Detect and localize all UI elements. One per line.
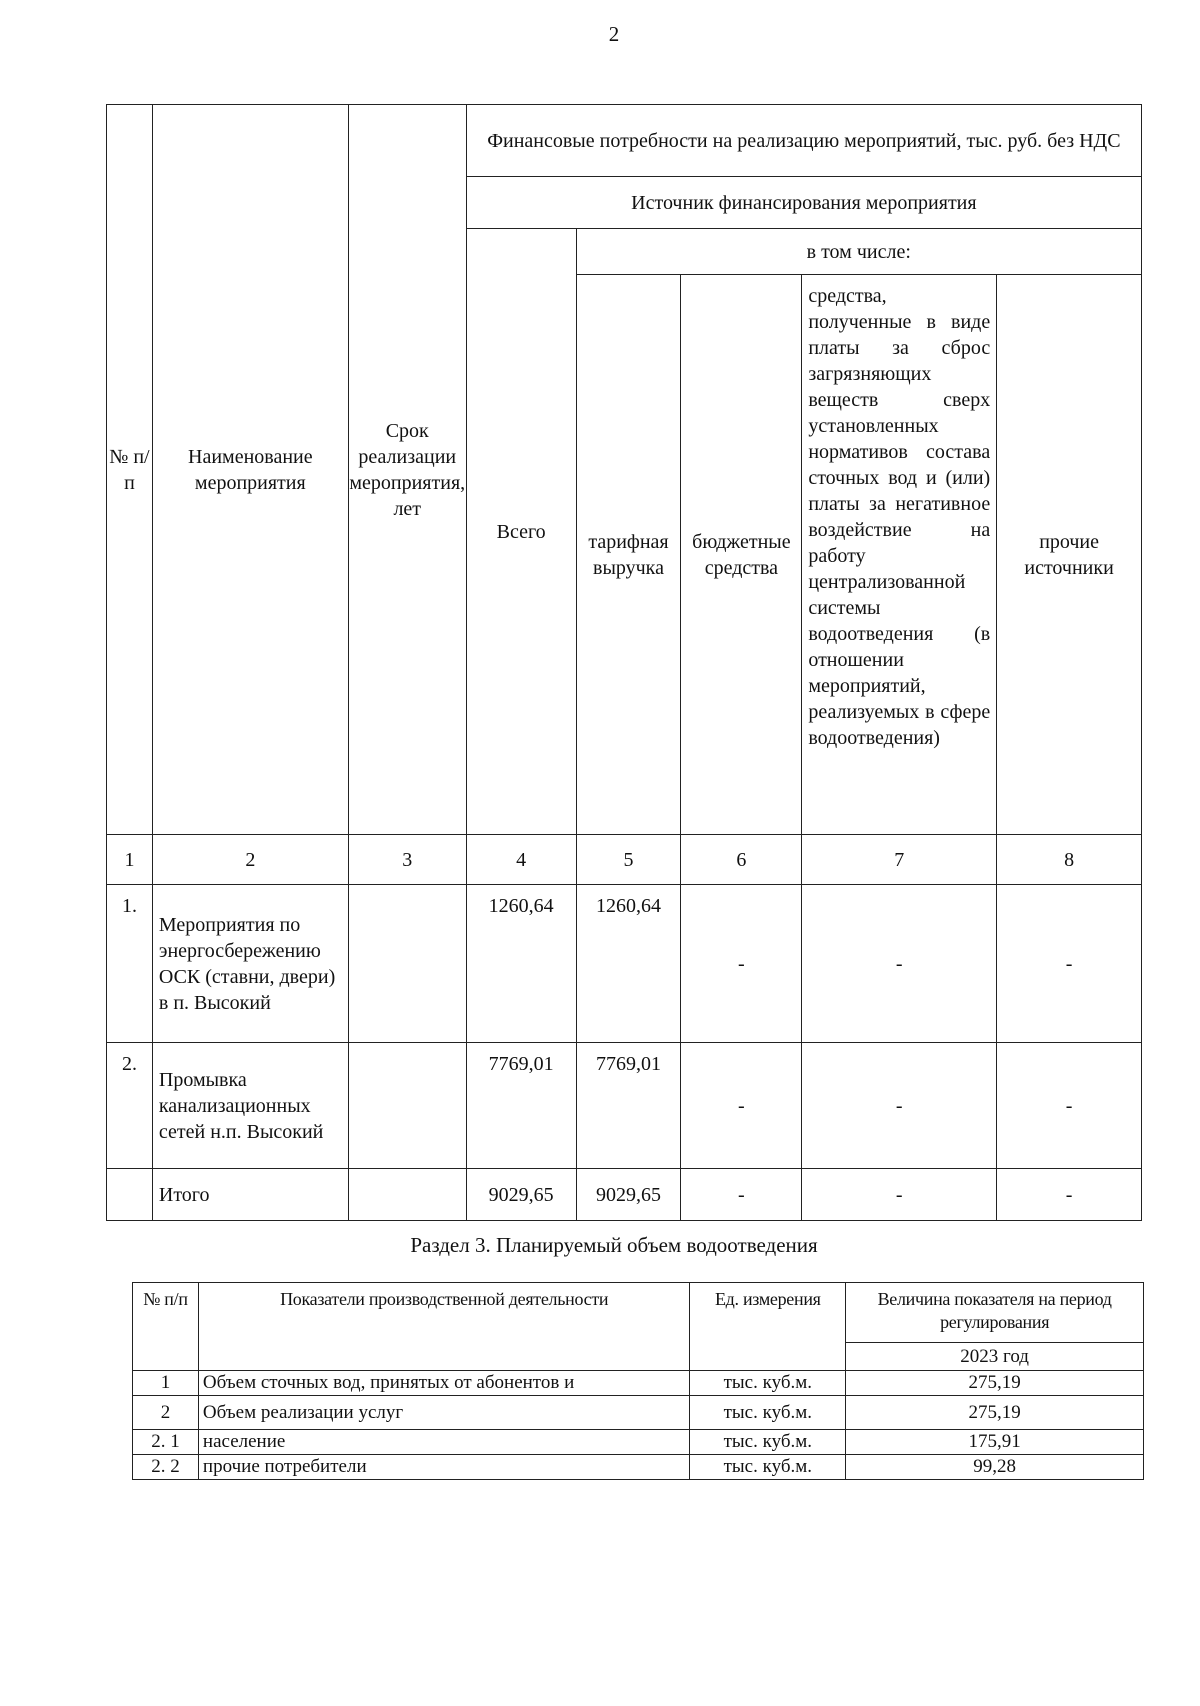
row-other: - bbox=[997, 885, 1142, 1043]
row-term bbox=[348, 1043, 466, 1169]
row-name: Мероприятия по энергосбережению ОСК (ставни, двери) в п. Высокий bbox=[152, 885, 348, 1043]
total-no bbox=[107, 1169, 153, 1221]
header-unit: Ед. измерения bbox=[690, 1283, 846, 1371]
row-name: Промывка канализационных сетей н.п. Высокий bbox=[152, 1043, 348, 1169]
column-number: 3 bbox=[348, 835, 466, 885]
row-indicator: Объем реализации услуг bbox=[198, 1396, 689, 1430]
row-value: 99,28 bbox=[846, 1455, 1144, 1480]
total-sum: 9029,65 bbox=[466, 1169, 576, 1221]
header-funding-source: Источник финансирования мероприятия bbox=[466, 177, 1141, 229]
column-number: 4 bbox=[466, 835, 576, 885]
row-budget: - bbox=[681, 885, 802, 1043]
header-term: Срок реализации мероприятия, лет bbox=[348, 105, 466, 835]
row-tariff: 1260,64 bbox=[576, 885, 681, 1043]
header-year: 2023 год bbox=[846, 1343, 1144, 1371]
row-other: - bbox=[997, 1043, 1142, 1169]
header-value: Величина показателя на период регулирования bbox=[846, 1283, 1144, 1343]
header-no: № п/п bbox=[107, 105, 153, 835]
row-fees: - bbox=[802, 1043, 997, 1169]
header-tariff: тарифная выручка bbox=[576, 275, 681, 835]
row-total: 1260,64 bbox=[466, 885, 576, 1043]
section-title: Раздел 3. Планируемый объем водоотведения bbox=[410, 1233, 818, 1257]
row-tariff: 7769,01 bbox=[576, 1043, 681, 1169]
total-tariff: 9029,65 bbox=[576, 1169, 681, 1221]
row-value: 275,19 bbox=[846, 1371, 1144, 1396]
table-row bbox=[133, 1371, 1144, 1396]
row-no: 2 bbox=[133, 1396, 199, 1430]
total-fees: - bbox=[802, 1169, 997, 1221]
total-row bbox=[107, 1169, 1142, 1221]
table-row bbox=[107, 1043, 1142, 1169]
row-budget: - bbox=[681, 1043, 802, 1169]
column-number: 7 bbox=[802, 835, 997, 885]
row-value: 275,19 bbox=[846, 1396, 1144, 1430]
header-other: прочие источники bbox=[997, 275, 1142, 835]
column-number: 8 bbox=[997, 835, 1142, 885]
row-indicator: население bbox=[198, 1430, 689, 1455]
total-label: Итого bbox=[152, 1169, 348, 1221]
row-value: 175,91 bbox=[846, 1430, 1144, 1455]
header-indicator: Показатели производственной деятельности bbox=[198, 1283, 689, 1371]
total-other: - bbox=[997, 1169, 1142, 1221]
header-total: Всего bbox=[466, 229, 576, 835]
column-number: 6 bbox=[681, 835, 802, 885]
row-no: 1 bbox=[133, 1371, 199, 1396]
row-term bbox=[348, 885, 466, 1043]
table-row bbox=[107, 885, 1142, 1043]
financing-table bbox=[106, 104, 1142, 1221]
row-no: 2. 1 bbox=[133, 1430, 199, 1455]
row-indicator: прочие потребители bbox=[198, 1455, 689, 1480]
row-fees: - bbox=[802, 885, 997, 1043]
header-budget: бюджетные средства bbox=[681, 275, 802, 835]
row-no: 2. 2 bbox=[133, 1455, 199, 1480]
row-total: 7769,01 bbox=[466, 1043, 576, 1169]
column-number: 1 bbox=[107, 835, 153, 885]
row-no: 1. bbox=[107, 885, 153, 1043]
column-number: 5 bbox=[576, 835, 681, 885]
total-budget: - bbox=[681, 1169, 802, 1221]
header-financial-needs: Финансовые потребности на реализацию мероприятий, тыс. руб. без НДС bbox=[466, 105, 1141, 177]
header-including: в том числе: bbox=[576, 229, 1141, 275]
column-numbers-row bbox=[107, 835, 1142, 885]
header-fees: средства, полученные в виде платы за сброс загрязняющих веществ сверх установленных нормативов состава сточных вод и (или) платы за негативное воздействие на работу централизованной системы водоотведения (в отношении мероприятий, реализуемых в сфере водоотведения) bbox=[802, 275, 997, 835]
row-unit: тыс. куб.м. bbox=[690, 1396, 846, 1430]
header-no: № п/п bbox=[133, 1283, 199, 1371]
volume-table bbox=[132, 1282, 1144, 1480]
row-no: 2. bbox=[107, 1043, 153, 1169]
column-number: 2 bbox=[152, 835, 348, 885]
total-term bbox=[348, 1169, 466, 1221]
page-number: 2 bbox=[608, 22, 620, 46]
table-row bbox=[133, 1430, 1144, 1455]
row-unit: тыс. куб.м. bbox=[690, 1430, 846, 1455]
row-indicator: Объем сточных вод, принятых от абонентов и bbox=[198, 1371, 689, 1396]
table-row bbox=[133, 1455, 1144, 1480]
table-row bbox=[133, 1396, 1144, 1430]
header-name: Наименование мероприятия bbox=[152, 105, 348, 835]
row-unit: тыс. куб.м. bbox=[690, 1371, 846, 1396]
row-unit: тыс. куб.м. bbox=[690, 1455, 846, 1480]
